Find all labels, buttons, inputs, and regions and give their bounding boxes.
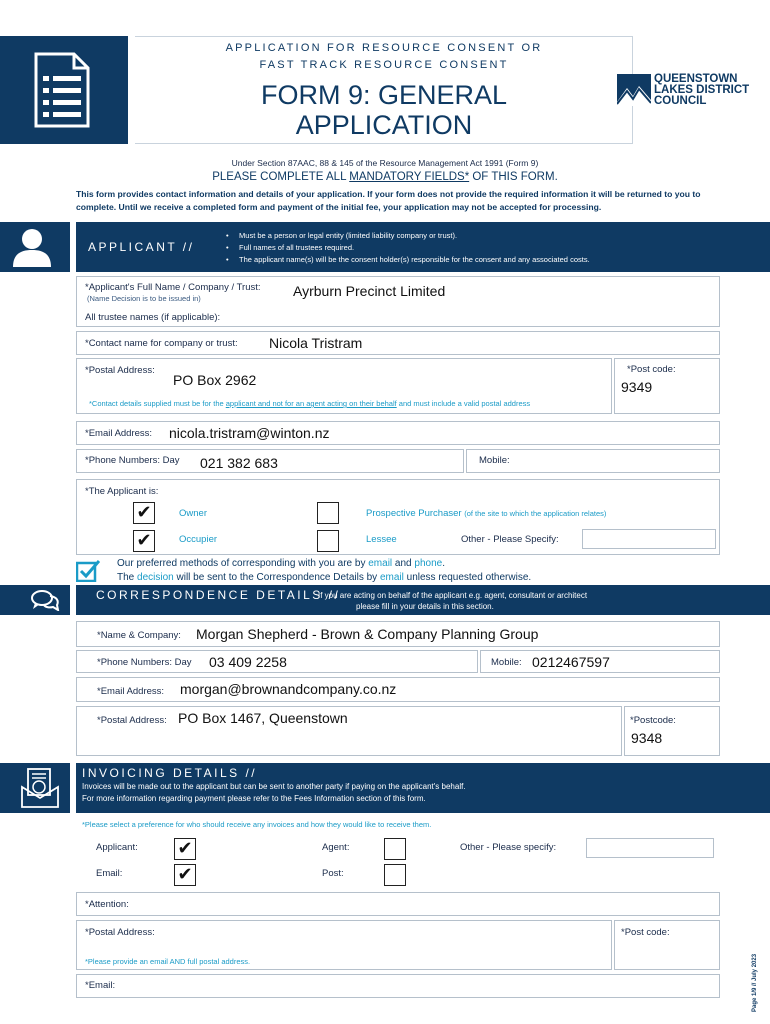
applicant-name-field[interactable] [76,276,720,327]
invoice-preference-note: *Please select a preference for who should receive any invoices and how they would like to receive them. [82,820,432,829]
pref-l1-phone: phone [414,558,443,569]
pref-l2-decision: decision [137,572,174,583]
agent-phone-value[interactable]: 03 409 2258 [209,654,287,670]
applicant-note-3: • The applicant name(s) will be the consent holder(s) responsible for the consent and any associated costs. [226,255,590,264]
postal-note-suffix: and must include a valid postal address [396,399,531,408]
invoice-postal-field[interactable] [76,920,612,970]
applicant-icon-panel [0,222,70,272]
invoicing-note-2: For more information regarding payment please refer to the Fees Information section of this form. [82,794,426,803]
agent-name-value[interactable]: Morgan Shepherd - Brown & Company Planning Group [196,626,539,642]
invoicing-icon-panel [0,763,70,813]
invoice-email-field-label: *Email: [85,980,116,991]
pref-l1-end: . [442,558,445,569]
agent-postcode-value[interactable]: 9348 [631,730,663,746]
agent-mobile-value[interactable]: 0212467597 [532,654,610,670]
applicant-note-1: • Must be a person or legal entity (limited liability company or trust). [226,231,458,240]
mandatory-prefix: PLEASE COMPLETE ALL [212,171,350,183]
postal-note-link: applicant and not for an agent acting on their behalf [225,399,397,408]
applicant-note-1-text: Must be a person or legal entity (limited liability company or trust). [239,231,458,240]
section-reference: Under Section 87AAC, 88 & 145 of the Resource Management Act 1991 (Form 9) [231,158,539,168]
owner-label: Owner [179,508,207,519]
invoice-postcode-field[interactable] [614,920,720,970]
occupier-label: Occupier [179,534,218,545]
pref-l1-email: email [368,558,393,569]
applicant-name-value[interactable]: Ayrburn Precinct Limited [293,283,446,299]
attention-field[interactable] [76,892,720,916]
invoice-email-field[interactable] [76,974,720,998]
applicant-phone-value[interactable]: 021 382 683 [200,455,278,471]
mandatory-suffix: OF THIS FORM. [469,171,558,183]
mandatory-fields-link[interactable]: MANDATORY FIELDS* [349,171,470,183]
applicant-postal-note [89,399,530,408]
trustee-names-label: All trustee names (if applicable): [85,312,221,323]
pref-l2-suffix: unless requested otherwise. [403,572,532,583]
contact-name-value[interactable]: Nicola Tristram [269,335,363,351]
form-subtitle-1: APPLICATION FOR RESOURCE CONSENT OR [225,42,543,54]
chat-bubbles-icon [30,589,60,611]
correspondence-band-title: CORRESPONDENCE DETAILS // [96,588,341,602]
invoice-post-label: Post: [322,868,344,879]
other-specify-input[interactable] [582,529,716,549]
invoice-agent-label: Agent: [322,842,350,853]
person-icon [10,227,54,267]
contact-name-label: *Contact name for company or trust: [85,338,238,349]
postal-note-prefix: *Contact details supplied must be for the [89,399,226,408]
applicant-postal-value[interactable]: PO Box 2962 [173,372,257,388]
header-icon-panel [0,36,128,144]
invoicing-band-title: INVOICING DETAILS // [82,766,258,780]
purchaser-text: Prospective Purchaser [366,508,462,519]
pref-l2-email: email [379,572,404,583]
applicant-type-label: *The Applicant is: [85,486,159,497]
lessee-label: Lessee [366,534,397,545]
applicant-email-field[interactable] [76,421,720,445]
owner-checkbox[interactable]: ✔ [133,502,155,524]
agent-postal-label: *Postal Address: [97,715,167,726]
invoice-applicant-checkbox[interactable]: ✔ [174,838,196,860]
document-list-icon [34,52,90,128]
applicant-email-label: *Email Address: [85,428,153,439]
invoice-agent-checkbox[interactable] [384,838,406,860]
applicant-band [76,222,770,272]
invoice-postal-label: *Postal Address: [85,927,155,938]
preference-check-icon [76,560,100,582]
page-reference: Page 1/9 // July 2023 [752,953,758,1012]
agent-postcode-label: *Postcode: [630,715,676,726]
agent-mobile-label: Mobile: [491,657,522,668]
intro-text-1: This form provides contact information and details of your application. If your form does not provide the required information it will be returned to you to [76,189,701,199]
applicant-postal-label: *Postal Address: [85,365,155,376]
agent-phone-field[interactable] [76,650,478,673]
lessee-checkbox[interactable] [317,530,339,552]
applicant-mobile-label: Mobile: [479,455,510,466]
agent-email-label: *Email Address: [97,686,165,697]
agent-name-field[interactable] [76,621,720,647]
applicant-postal-field[interactable] [76,358,612,414]
agent-email-field[interactable] [76,677,720,702]
correspondence-note-2: please fill in your details in this section. [356,602,494,611]
applicant-note-2: • Full names of all trustees required. [226,243,355,252]
applicant-name-label: *Applicant's Full Name / Company / Trust: [85,282,261,293]
council-logo [617,72,757,108]
agent-name-label: *Name & Company: [97,630,181,641]
agent-mobile-field[interactable] [480,650,720,673]
invoice-postcode-label: *Post code: [621,927,670,938]
applicant-phone-label: *Phone Numbers: Day [85,455,180,466]
other-specify-label: Other - Please Specify: [461,534,559,545]
logo-line-3: COUNCIL [654,95,707,107]
agent-phone-label: *Phone Numbers: Day [97,657,192,668]
preference-line-2 [117,572,531,583]
preference-line-1 [117,558,445,569]
pref-l2-prefix: The [117,572,138,583]
applicant-postcode-label: *Post code: [627,364,676,375]
invoice-postal-note: *Please provide an email AND full postal address. [85,957,251,966]
applicant-postcode-field[interactable] [614,358,720,414]
correspondence-icon-panel [0,585,70,615]
purchaser-note: (of the site to which the application relates) [464,509,607,518]
invoice-post-checkbox[interactable] [384,864,406,886]
applicant-phone-field[interactable] [76,449,464,473]
applicant-name-sublabel: (Name Decision is to be issued in) [87,294,201,303]
occupier-checkbox[interactable]: ✔ [133,530,155,552]
correspondence-band [76,585,770,615]
applicant-note-3-text: The applicant name(s) will be the consent holder(s) responsible for the consent and any associated costs. [239,255,590,264]
pref-l1-and: and [392,558,415,569]
purchaser-label [366,508,606,519]
applicant-type-box [76,479,720,555]
agent-email-value[interactable]: morgan@brownandcompany.co.nz [180,681,397,697]
contact-name-field[interactable] [76,331,720,355]
form-title-1: FORM 9: GENERAL [260,80,508,110]
logo-line-2: LAKES DISTRICT [654,84,750,96]
invoicing-band [76,763,770,813]
form-title-2: APPLICATION [295,110,473,140]
applicant-email-value[interactable]: nicola.tristram@winton.nz [169,425,330,441]
intro-text-2: complete. Until we receive a completed form and payment of the initial fee, your application may not be accepted for processing. [76,202,602,212]
applicant-note-2-text: Full names of all trustees required. [239,243,355,252]
invoice-other-label: Other - Please specify: [460,842,557,853]
invoice-email-label: Email: [96,868,123,879]
invoicing-note-1: Invoices will be made out to the applicant but can be sent to another party if paying on the applicant's behalf. [82,782,466,791]
mandatory-notice [0,171,770,183]
form-subtitle-2: FAST TRACK RESOURCE CONSENT [259,59,509,71]
invoice-other-input[interactable] [586,838,714,858]
invoice-applicant-label: Applicant: [96,842,138,853]
attention-label: *Attention: [85,899,129,910]
correspondence-note-1: If you are acting on behalf of the applicant e.g. agent, consultant or architect [318,591,588,600]
logo-line-1: QUEENSTOWN [654,73,738,85]
pref-l2-mid: will be sent to the Correspondence Details by [173,572,380,583]
agent-postal-value[interactable]: PO Box 1467, Queenstown [178,710,348,726]
invoice-email-checkbox[interactable]: ✔ [174,864,196,886]
purchaser-checkbox[interactable] [317,502,339,524]
agent-postal-field[interactable] [76,706,622,756]
applicant-mobile-field[interactable] [466,449,720,473]
agent-postcode-field[interactable] [624,706,720,756]
pref-l1-prefix: Our preferred methods of corresponding with you are by [117,558,369,569]
mountain-logo-icon [617,74,651,106]
invoice-envelope-icon [20,767,60,809]
applicant-postcode-value[interactable]: 9349 [621,379,653,395]
applicant-band-title: APPLICANT // [88,240,195,254]
